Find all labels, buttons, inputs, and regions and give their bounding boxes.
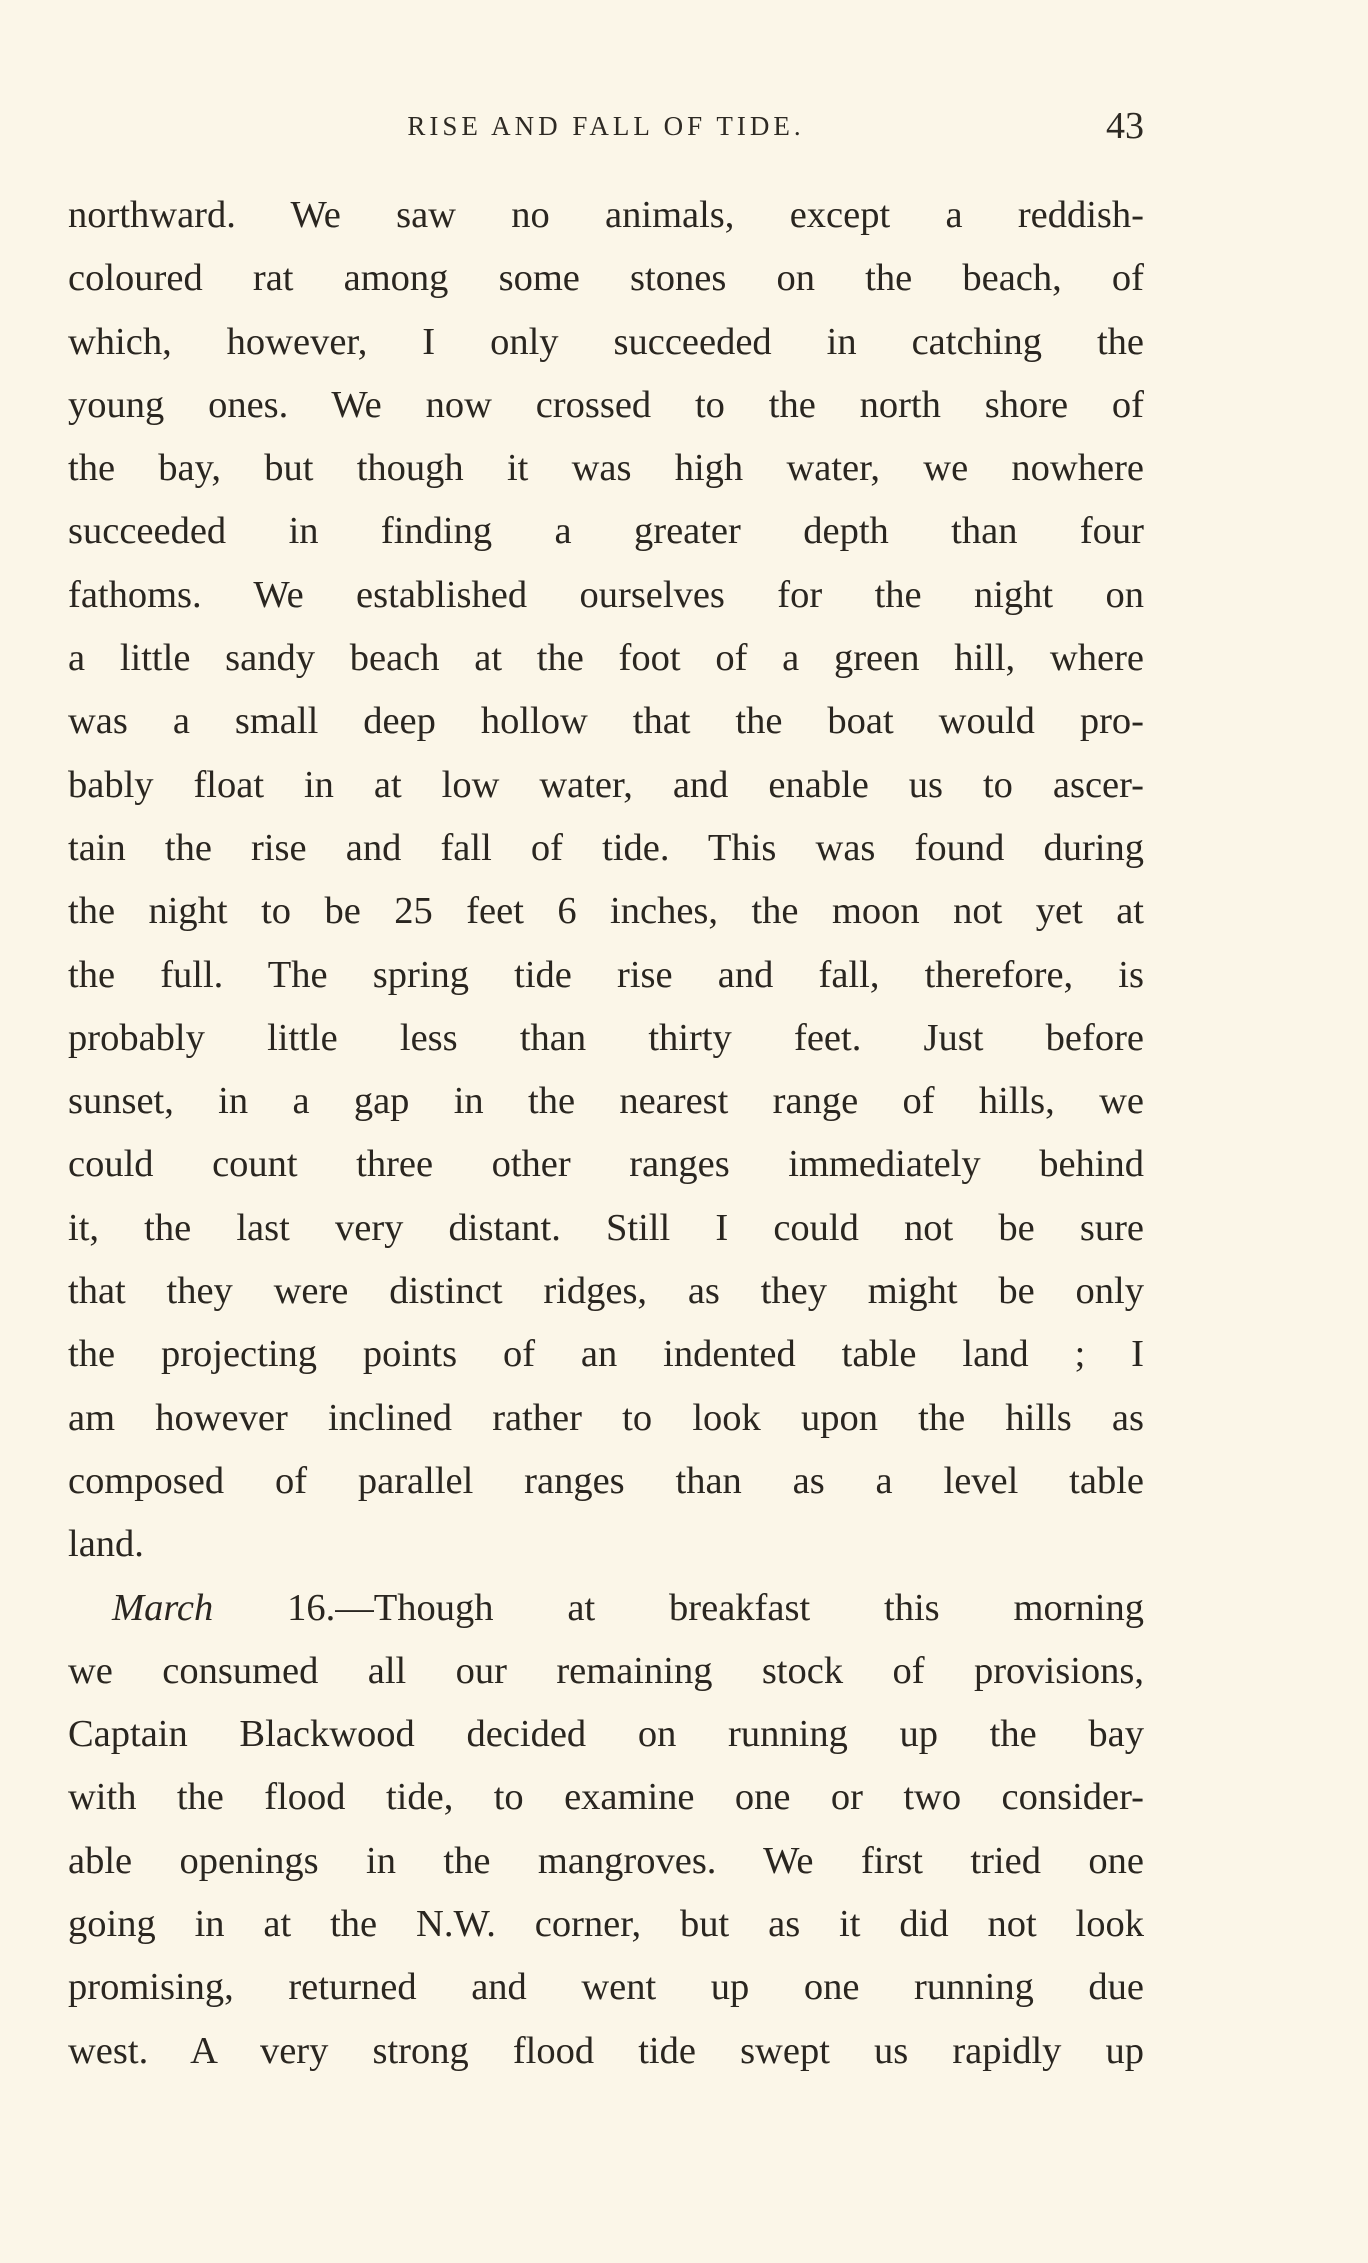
text-line: Captain Blackwood decided on running up the bay xyxy=(68,1713,1144,1756)
text-line: with the flood tide, to examine one or two consider- xyxy=(68,1776,1144,1819)
text-line: the projecting points of an indented table land ; I xyxy=(68,1333,1144,1376)
text-line: young ones. We now crossed to the north shore of xyxy=(68,383,1144,426)
text-line: west. A very strong flood tide swept us rapidly up xyxy=(68,2029,1144,2072)
text-line: composed of parallel ranges than as a level table xyxy=(68,1459,1144,1502)
page-header xyxy=(68,104,1144,148)
text-line: succeeded in finding a greater depth than four xyxy=(68,510,1144,553)
text-line: the full. The spring tide rise and fall, therefore, is xyxy=(68,953,1144,996)
text-line: which, however, I only succeeded in catching the xyxy=(68,320,1144,363)
text-line: tain the rise and fall of tide. This was found during xyxy=(68,826,1144,869)
text-line: a little sandy beach at the foot of a green hill, where xyxy=(68,637,1144,680)
text-line: promising, returned and went up one running due xyxy=(68,1966,1144,2009)
text-line: we consumed all our remaining stock of provisions, xyxy=(68,1649,1144,1692)
text-line: bably float in at low water, and enable us to ascer- xyxy=(68,763,1144,806)
text-line: am however inclined rather to look upon the hills as xyxy=(68,1396,1144,1439)
text-line: it, the last very distant. Still I could not be sure xyxy=(68,1206,1144,1249)
text-line: that they were distinct ridges, as they might be only xyxy=(68,1270,1144,1313)
text-line: probably little less than thirty feet. Just before xyxy=(68,1016,1144,1059)
dated-line xyxy=(68,1577,1144,1640)
paragraph-2 xyxy=(68,1577,1144,2083)
text-line: fathoms. We established ourselves for the night on xyxy=(68,573,1144,616)
text-line: northward. We saw no animals, except a reddish- xyxy=(68,194,1144,236)
date-line-text: 16.—Though at breakfast this morning xyxy=(213,1586,1144,1629)
date-label: March xyxy=(112,1586,214,1629)
text-line: the night to be 25 feet 6 inches, the moon not yet at xyxy=(68,890,1144,933)
running-title: RISE AND FALL OF TIDE. xyxy=(407,111,805,141)
text-line: sunset, in a gap in the nearest range of hills, we xyxy=(68,1080,1144,1123)
text-line: could count three other ranges immediately behind xyxy=(68,1143,1144,1186)
text-line: land. xyxy=(68,1523,144,1566)
text-line: able openings in the mangroves. We first tried one xyxy=(68,1839,1144,1882)
text-line: coloured rat among some stones on the beach, of xyxy=(68,257,1144,300)
page-number: 43 xyxy=(1106,105,1144,147)
text-line: going in at the N.W. corner, but as it did not look xyxy=(68,1903,1144,1946)
body-text xyxy=(68,184,1144,2083)
text-line: the bay, but though it was high water, we nowhere xyxy=(68,447,1144,490)
paragraph-1 xyxy=(68,184,1144,1577)
text-line: was a small deep hollow that the boat would pro- xyxy=(68,700,1144,743)
